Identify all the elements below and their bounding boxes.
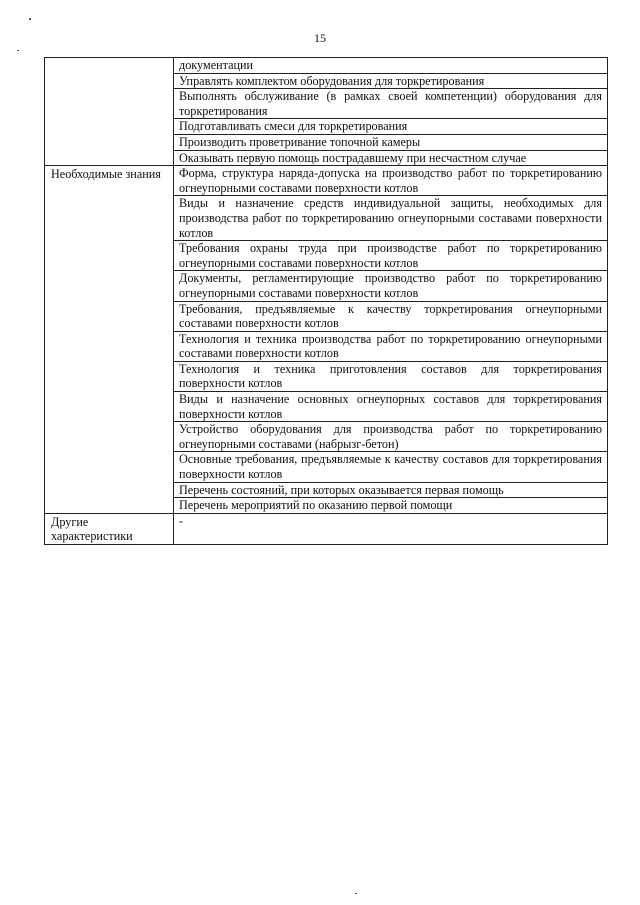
table-cell-knowledge: Технология и техника приготовления составов для торкретирования поверхности котлов [174,361,608,391]
qualification-table [44,57,608,545]
table-cell-knowledge: Форма, структура наряда-допуска на производство работ по торкретированию огнеупорными составами поверхности котлов [174,166,608,196]
section-label: Необходимые знания [45,166,174,514]
table-cell-knowledge: Технология и техника производства работ по торкретированию огнеупорными составами поверхности котлов [174,331,608,361]
table-cell-skill: Выполнять обслуживание (в рамках своей компетенции) оборудования для торкретирования [174,89,608,119]
table-cell-other: - [174,513,608,544]
table-row [45,58,608,74]
table-cell-knowledge: Виды и назначение средств индивидуальной защиты, необходимых для производства работ по торкретированию огнеупорными составами поверхности котлов [174,196,608,241]
table-row [45,513,608,544]
table-cell-knowledge: Перечень состояний, при которых оказывается первая помощь [174,482,608,498]
scan-speck [17,50,19,51]
table-cell-knowledge: Устройство оборудования для производства работ по торкретированию огнеупорными составами (набрызг-бетон) [174,422,608,452]
table-cell-knowledge: Перечень мероприятий по оказанию первой помощи [174,498,608,514]
table-cell-skill: Оказывать первую помощь пострадавшему при несчастном случае [174,150,608,166]
table-cell-knowledge: Требования охраны труда при производстве работ по торкретированию огнеупорными составами поверхности котлов [174,241,608,271]
table-cell-skill: Подготавливать смеси для торкретирования [174,119,608,135]
page-number: 15 [314,31,326,45]
table-cell-knowledge: Требования, предъявляемые к качеству торкретирования огнеупорными составами поверхности котлов [174,301,608,331]
table-cell-knowledge: Основные требования, предъявляемые к качеству составов для торкретирования поверхности котлов [174,452,608,482]
table-cell-skill: документации [174,58,608,74]
table-cell-skill: Управлять комплектом оборудования для торкретирования [174,73,608,89]
table-cell-knowledge: Виды и назначение основных огнеупорных составов для торкретирования поверхности котлов [174,392,608,422]
section-label-empty [45,58,174,166]
table-cell-skill: Производить проветривание топочной камеры [174,134,608,150]
scan-speck [29,18,31,20]
table-row [45,166,608,196]
table-cell-knowledge: Документы, регламентирующие производство работ по торкретированию огнеупорными составами поверхности котлов [174,271,608,301]
scan-speck [355,893,357,894]
section-label: Другие характеристики [45,513,174,544]
